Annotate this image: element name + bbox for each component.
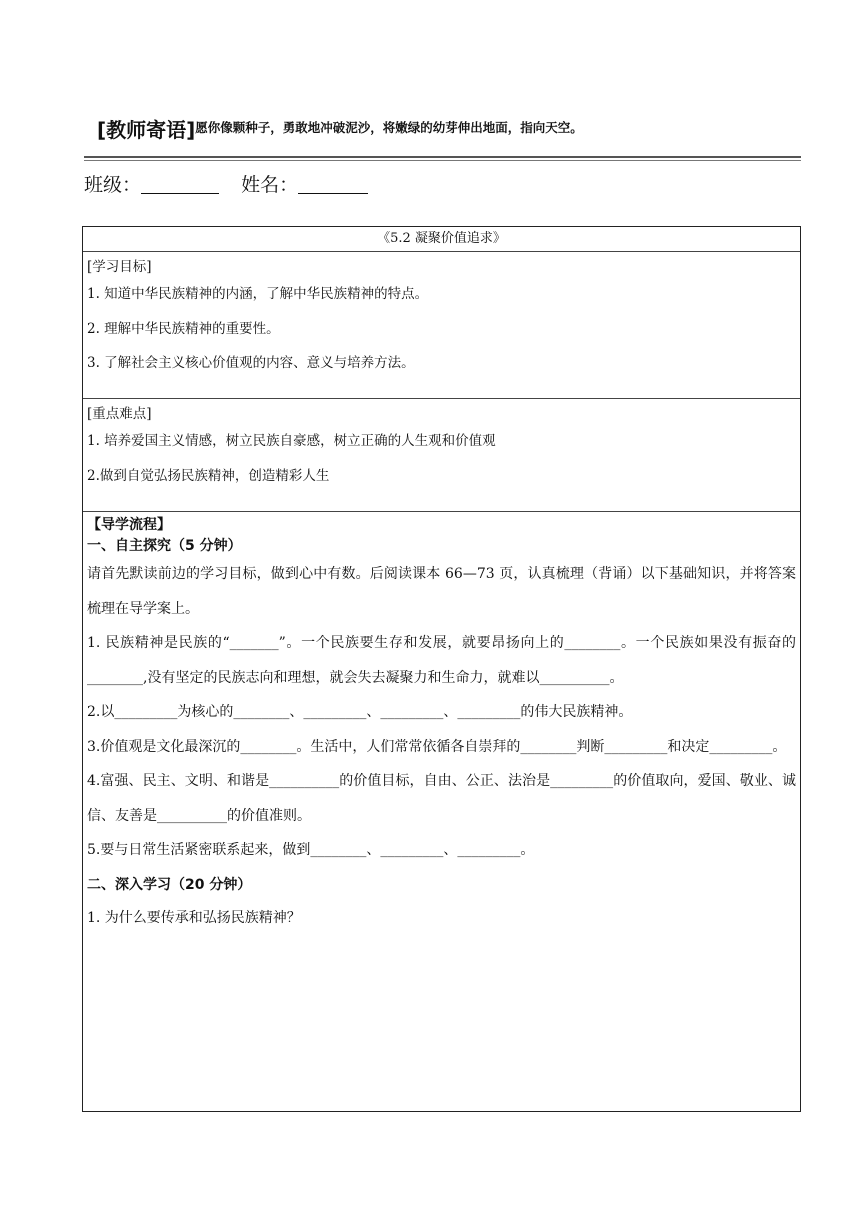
student-info [84, 170, 368, 197]
question-4: 4.富强、民主、文明、和谐是__________的价值目标，自由、公正、法治是_________的价值取向，爱国、敬业、诚信、友善是__________的价值准则。 [87, 773, 796, 824]
key-points-heading: [重点难点] [87, 406, 152, 422]
objectives-section [83, 252, 800, 399]
question-5: 5.要与日常生活紧密联系起来，做到________、_________、_________。 [87, 842, 535, 858]
question-1: 1. 民族精神是民族的“_______”。一个民族要生存和发展，就要昂扬向上的________。一个民族如果没有振奋的________,没有坚定的民族志向和理想，就会失去凝聚力和生命力，就难以__________。 [87, 635, 796, 686]
question-3: 3.价值观是文化最深沉的________。生活中，人们常常依循各自崇拜的________判断_________和决定_________。 [87, 738, 787, 755]
lesson-title: 《5.2 凝聚价值追求》 [83, 227, 800, 252]
flow-heading: 【导学流程】 [87, 517, 171, 533]
name-label: 姓名： [241, 174, 299, 196]
part2-question-1: 1. 为什么要传承和弘扬民族精神？ [87, 909, 301, 926]
objectives-heading: [学习目标] [87, 259, 152, 275]
teacher-message-label: [教师寄语] [97, 118, 196, 142]
objective-item: 1. 知道中华民族精神的内涵，了解中华民族精神的特点。 [87, 286, 429, 302]
learning-flow-section [83, 512, 800, 935]
teacher-message [97, 114, 797, 143]
question-2: 2.以_________为核心的________、_________、_________、_________的伟大民族精神。 [87, 704, 633, 720]
flow-intro: 请首先默读前边的学习目标，做到心中有数。后阅读课本 66—73 页，认真梳理（背诵）以下基础知识，并将答案梳理在导学案上。 [87, 566, 796, 617]
lesson-table [82, 226, 801, 1112]
part1-heading: 一、自主探究（5 分钟） [87, 538, 242, 554]
key-point-item: 2.做到自觉弘扬民族精神，创造精彩人生 [87, 467, 330, 484]
class-label: 班级： [84, 174, 142, 196]
teacher-message-text: 愿你像颗种子，勇敢地冲破泥沙，将嫩绿的幼芽伸出地面，指向天空。 [195, 120, 583, 135]
part2-heading: 二、深入学习（20 分钟） [87, 876, 252, 893]
key-points-section [83, 399, 800, 512]
objective-item: 3. 了解社会主义核心价值观的内容、意义与培养方法。 [87, 355, 415, 371]
key-point-item: 1. 培养爱国主义情感，树立民族自豪感，树立正确的人生观和价值观 [87, 433, 496, 449]
class-blank[interactable] [141, 175, 219, 194]
objective-item: 2. 理解中华民族精神的重要性。 [87, 320, 280, 337]
header-divider [84, 156, 801, 158]
header-divider-thin [84, 160, 801, 161]
name-blank[interactable] [298, 175, 368, 194]
